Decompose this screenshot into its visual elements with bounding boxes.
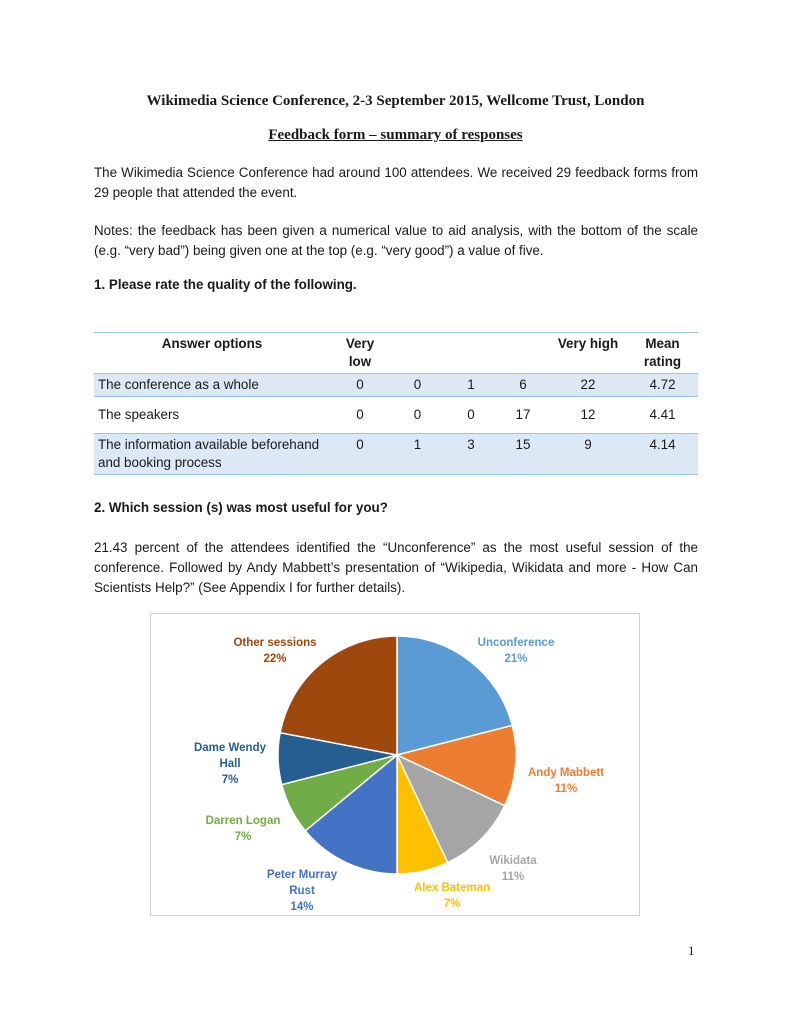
- header-very-high: Very high: [549, 333, 627, 374]
- table-row: [94, 434, 698, 475]
- pie-chart-frame: [150, 613, 640, 916]
- header-scale-3: [445, 333, 497, 374]
- cell: 1: [390, 434, 445, 475]
- row-label: The information available beforehand and booking process: [94, 434, 330, 475]
- page-number: 1: [688, 943, 695, 958]
- table-header-row: [94, 333, 698, 374]
- question-2-paragraph: 21.43 percent of the attendees identified the “Unconference” as the most useful session of the conference. Followed by Andy Mabbett’s presentation of “Wikipedia, Wikidata and more - How Can Scientists Help?” (See Appendix I for further details).: [94, 540, 698, 595]
- cell: 9: [549, 434, 627, 475]
- cell-mean: 4.14: [627, 434, 698, 475]
- cell: 0: [467, 407, 475, 422]
- cell: 1: [445, 374, 497, 397]
- cell-mean: 4.72: [627, 374, 698, 397]
- pie-label-wikidata: Wikidata 11%: [489, 855, 537, 883]
- cell: 0: [356, 407, 364, 422]
- cell: 17: [515, 407, 531, 422]
- cell: 0: [390, 374, 445, 397]
- cell: 0: [330, 434, 390, 475]
- cell: 3: [445, 434, 497, 475]
- pie-label-other-sessions: Other sessions 22%: [233, 637, 317, 665]
- table-row: [94, 374, 698, 397]
- pie-label-peter-murray-rust: Peter Murray Rust 14%: [266, 869, 338, 913]
- header-mean-rating: Mean rating: [627, 333, 698, 374]
- question-2-heading: 2. Which session (s) was most useful for you?: [94, 500, 388, 515]
- document-title: Wikimedia Science Conference, 2-3 September 2015, Wellcome Trust, London: [146, 93, 645, 109]
- row-label: The conference as a whole: [94, 374, 330, 397]
- ratings-table: [94, 332, 698, 475]
- table-row: [94, 397, 698, 434]
- header-very-low: Very low: [330, 333, 390, 374]
- pie-label-alex-bateman: Alex Bateman 7%: [413, 882, 491, 910]
- header-answer-options: Answer options: [94, 333, 330, 374]
- pie-label-darren-logan: Darren Logan 7%: [205, 815, 281, 843]
- header-scale-4: [497, 333, 549, 374]
- row-label: The speakers: [98, 407, 180, 422]
- pie-label-dame-wendy-hall: Dame Wendy Hall 7%: [193, 742, 267, 786]
- intro-paragraph: The Wikimedia Science Conference had around 100 attendees. We received 29 feedback forms from 29 people that attended the event.: [94, 165, 698, 200]
- question-1-heading: 1. Please rate the quality of the following.: [94, 277, 357, 292]
- pie-label-andy-mabbett: Andy Mabbett 11%: [527, 767, 605, 795]
- cell: 12: [580, 407, 596, 422]
- cell-mean: 4.41: [649, 407, 676, 422]
- header-scale-2: [390, 333, 445, 374]
- pie-label-unconference: Unconference 21%: [477, 637, 555, 665]
- cell: 0: [413, 407, 422, 422]
- cell: 6: [497, 374, 549, 397]
- cell: 22: [549, 374, 627, 397]
- notes-paragraph: Notes: the feedback has been given a numerical value to aid analysis, with the bottom of the scale (e.g. “very bad”) being given one at the top (e.g. “very good”) a value of five.: [94, 223, 698, 258]
- cell: 15: [497, 434, 549, 475]
- cell: 0: [330, 374, 390, 397]
- document-subtitle: Feedback form – summary of responses: [268, 127, 523, 143]
- pie-chart: [151, 614, 639, 915]
